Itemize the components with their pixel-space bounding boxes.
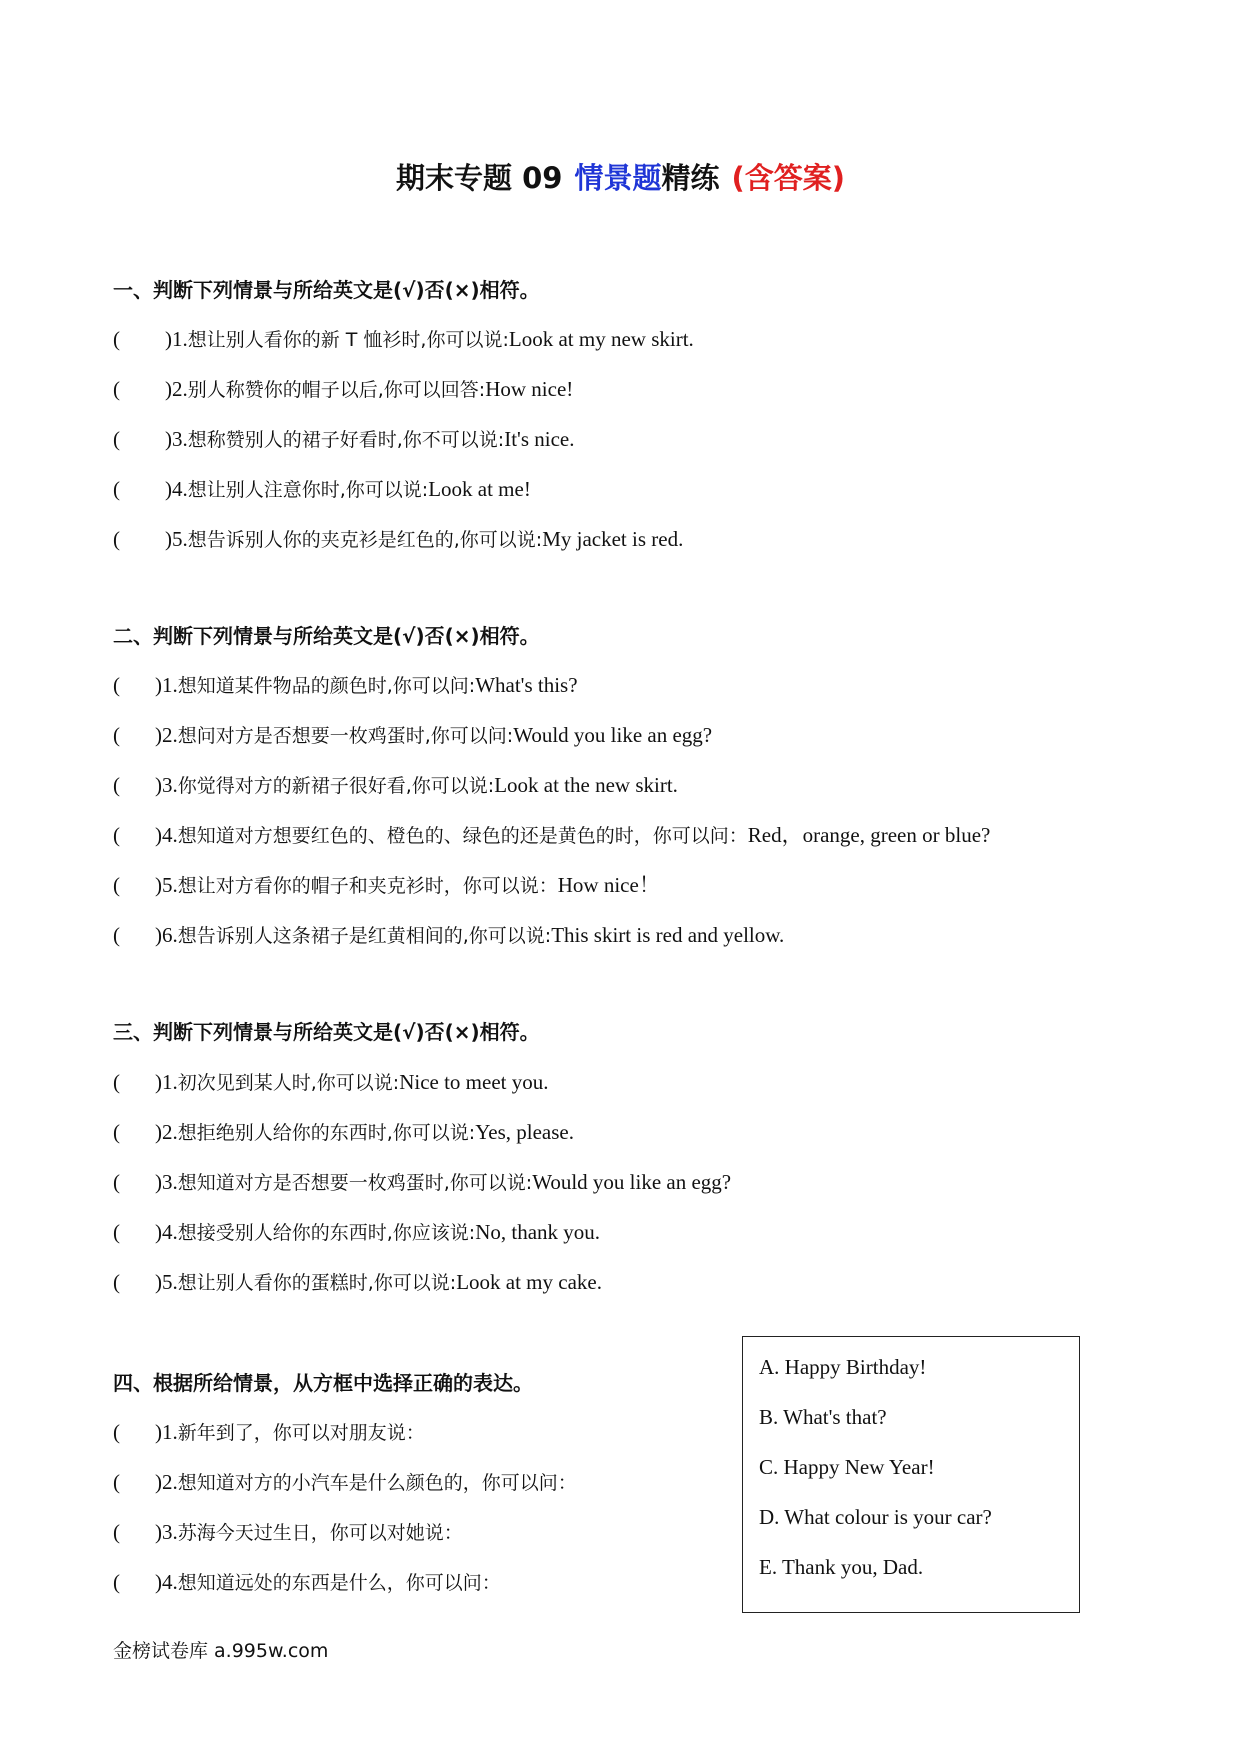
question-text-en: What's this? <box>475 673 578 697</box>
question-text-zh: 想知道对方想要红色的、橙色的、绿色的还是黄色的时，你可以问： <box>177 825 748 847</box>
question-text-en: How nice! <box>485 377 574 401</box>
question-text-zh: 想称赞别人的裙子好看时,你不可以说: <box>187 429 505 451</box>
question-text-zh: 初次见到某人时,你可以说: <box>177 1072 400 1094</box>
question-text-en: Would you like an egg? <box>532 1170 732 1194</box>
section-4-heading: 四、根据所给情景，从方框中选择正确的表达。 <box>113 1371 533 1395</box>
s1-question-1 <box>113 325 694 354</box>
title-part-4: (含答案) <box>731 161 845 195</box>
s2-question-4 <box>113 821 990 850</box>
answer-blank[interactable]: ( <box>113 527 120 551</box>
title-part-3: 精练 <box>661 161 720 195</box>
answer-blank[interactable]: ( <box>113 1570 120 1594</box>
question-text-zh: 想知道远处的东西是什么，你可以问： <box>177 1572 501 1594</box>
question-number: )6. <box>155 923 178 947</box>
answer-blank[interactable]: ( <box>113 873 120 897</box>
question-text-en: No, thank you. <box>475 1220 601 1244</box>
question-number: )2. <box>155 1120 178 1144</box>
question-text-en: Would you like an egg? <box>513 723 713 747</box>
answer-blank[interactable]: ( <box>113 1120 120 1144</box>
question-number: )4. <box>155 823 178 847</box>
question-text-zh: 想让别人看你的新 T 恤衫时,你可以说: <box>187 329 509 351</box>
s1-question-3 <box>113 425 574 454</box>
answer-blank[interactable]: ( <box>113 1070 120 1094</box>
s2-question-6 <box>113 921 784 950</box>
answer-blank[interactable]: ( <box>113 1220 120 1244</box>
question-text-zh: 想让别人看你的蛋糕时,你可以说: <box>177 1272 457 1294</box>
answer-blank[interactable]: ( <box>113 1420 120 1444</box>
answer-blank[interactable]: ( <box>113 923 120 947</box>
question-number: )3. <box>155 1170 178 1194</box>
question-text-zh: 想知道对方是否想要一枚鸡蛋时,你可以说: <box>177 1172 533 1194</box>
section-2-heading: 二、判断下列情景与所给英文是(√)否(×)相符。 <box>113 624 540 648</box>
question-text-zh: 想告诉别人你的夹克衫是红色的,你可以说: <box>187 529 543 551</box>
question-text-zh: 想让别人注意你时,你可以说: <box>187 479 429 501</box>
choice-box <box>742 1336 1080 1613</box>
question-text-en: Red，orange, green or blue? <box>747 823 991 847</box>
answer-blank[interactable]: ( <box>113 673 120 697</box>
title-part-2: 情景题 <box>574 161 662 195</box>
s3-question-1 <box>113 1068 549 1097</box>
footer-watermark: 金榜试卷库 a.995w.com <box>113 1640 329 1662</box>
question-number: )2. <box>165 377 188 401</box>
question-number: )4. <box>155 1570 178 1594</box>
page-title <box>0 158 1241 198</box>
choice-d: D. What colour is your car? <box>759 1505 992 1529</box>
question-number: )5. <box>155 873 178 897</box>
s3-question-5 <box>113 1268 602 1297</box>
s1-question-5 <box>113 525 683 554</box>
question-text-en: My jacket is red. <box>542 527 684 551</box>
section-1-heading: 一、判断下列情景与所给英文是(√)否(×)相符。 <box>113 278 540 302</box>
question-text-zh: 别人称赞你的帽子以后,你可以回答: <box>187 379 486 401</box>
question-text-zh: 想知道某件物品的颜色时,你可以问: <box>177 675 476 697</box>
s4-question-3 <box>113 1518 463 1547</box>
question-number: )5. <box>155 1270 178 1294</box>
s4-question-1 <box>113 1418 425 1447</box>
question-text-en: Look at my new skirt. <box>508 327 694 351</box>
s1-question-2 <box>113 375 573 404</box>
question-number: )4. <box>155 1220 178 1244</box>
answer-blank[interactable]: ( <box>113 427 120 451</box>
answer-blank[interactable]: ( <box>113 1470 120 1494</box>
question-number: )1. <box>155 673 178 697</box>
question-text-en: Yes, please. <box>475 1120 574 1144</box>
question-number: )4. <box>165 477 188 501</box>
choice-c: C. Happy New Year! <box>759 1455 935 1479</box>
answer-blank[interactable]: ( <box>113 377 120 401</box>
question-text-en: Look at me! <box>428 477 531 501</box>
question-text-zh: 想让对方看你的帽子和夹克衫时，你可以说： <box>177 875 558 897</box>
question-number: )1. <box>155 1420 178 1444</box>
question-number: )3. <box>165 427 188 451</box>
question-text-zh: 想接受别人给你的东西时,你应该说: <box>177 1222 476 1244</box>
s3-question-4 <box>113 1218 600 1247</box>
answer-blank[interactable]: ( <box>113 1520 120 1544</box>
s2-question-2 <box>113 721 712 750</box>
question-text-en: How nice！ <box>557 873 660 897</box>
answer-blank[interactable]: ( <box>113 327 120 351</box>
question-text-zh: 想告诉别人这条裙子是红黄相间的,你可以说: <box>177 925 552 947</box>
question-text-zh: 新年到了，你可以对朋友说： <box>177 1422 425 1444</box>
question-text-zh: 你觉得对方的新裙子很好看,你可以说: <box>177 775 495 797</box>
question-text-zh: 想知道对方的小汽车是什么颜色的，你可以问： <box>177 1472 577 1494</box>
question-number: )1. <box>165 327 188 351</box>
question-text-zh: 想拒绝别人给你的东西时,你可以说: <box>177 1122 476 1144</box>
choice-a: A. Happy Birthday! <box>759 1355 927 1379</box>
choice-e: E. Thank you, Dad. <box>759 1555 924 1579</box>
question-number: )1. <box>155 1070 178 1094</box>
question-text-en: This skirt is red and yellow. <box>551 923 785 947</box>
s3-question-2 <box>113 1118 574 1147</box>
s4-question-4 <box>113 1568 501 1597</box>
answer-blank[interactable]: ( <box>113 773 120 797</box>
s2-question-1 <box>113 671 578 700</box>
s2-question-5 <box>113 871 660 900</box>
question-text-en: Nice to meet you. <box>399 1070 549 1094</box>
question-number: )3. <box>155 773 178 797</box>
s4-question-2 <box>113 1468 577 1497</box>
section-3-heading: 三、判断下列情景与所给英文是(√)否(×)相符。 <box>113 1020 540 1044</box>
s1-question-4 <box>113 475 531 504</box>
question-text-en: Look at my cake. <box>456 1270 602 1294</box>
question-text-en: It's nice. <box>504 427 575 451</box>
answer-blank[interactable]: ( <box>113 477 120 501</box>
answer-blank[interactable]: ( <box>113 823 120 847</box>
s2-question-3 <box>113 771 678 800</box>
question-number: )2. <box>155 1470 178 1494</box>
question-text-en: Look at the new skirt. <box>494 773 678 797</box>
question-text-zh: 想问对方是否想要一枚鸡蛋时,你可以问: <box>177 725 514 747</box>
question-text-zh: 苏海今天过生日，你可以对她说： <box>177 1522 463 1544</box>
choice-b: B. What's that? <box>759 1405 887 1429</box>
answer-blank[interactable]: ( <box>113 1270 120 1294</box>
s3-question-3 <box>113 1168 731 1197</box>
title-part-1: 期末专题 09 <box>396 161 563 195</box>
question-number: )2. <box>155 723 178 747</box>
question-number: )3. <box>155 1520 178 1544</box>
answer-blank[interactable]: ( <box>113 723 120 747</box>
question-number: )5. <box>165 527 188 551</box>
answer-blank[interactable]: ( <box>113 1170 120 1194</box>
